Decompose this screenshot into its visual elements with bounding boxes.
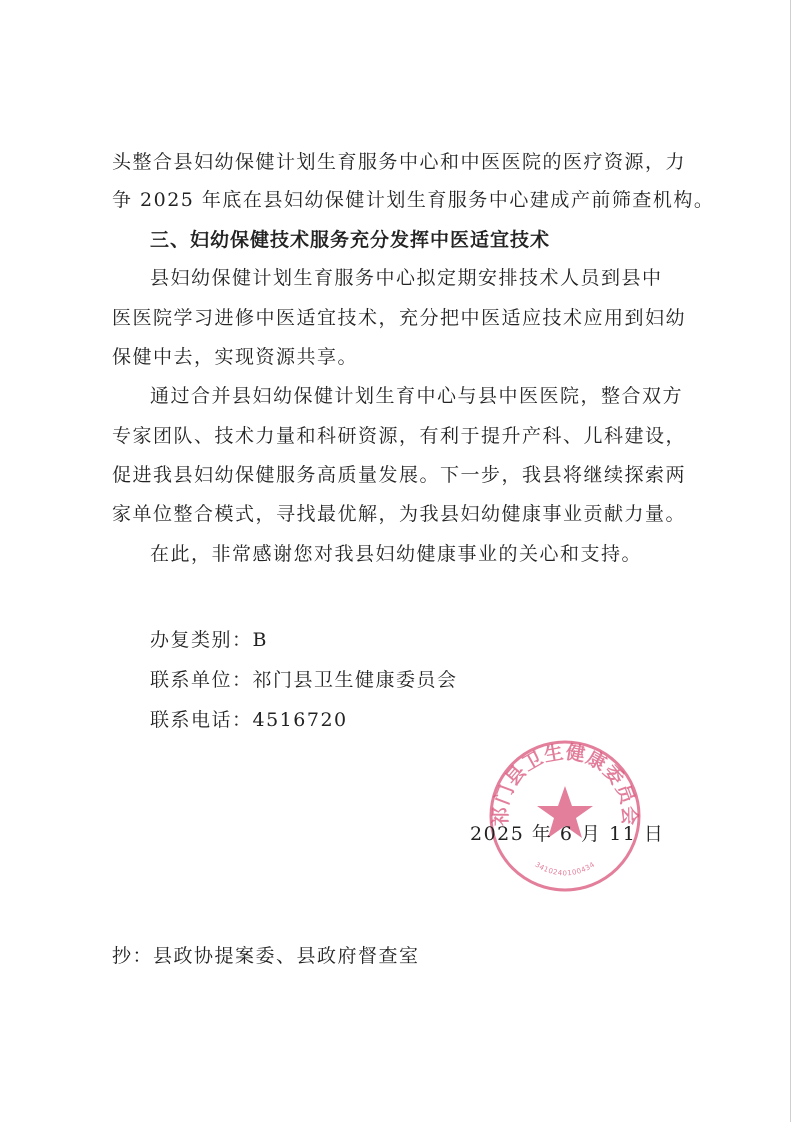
paragraph-line: 家单位整合模式，寻找最优解，为我县妇幼健康事业贡献力量。 — [112, 503, 687, 525]
contact-unit-line: 联系单位：祁门县卫生健康委员会 — [150, 669, 458, 691]
contact-phone-line: 联系电话：4516720 — [150, 709, 348, 731]
paragraph-line: 在此，非常感谢您对我县妇幼健康事业的关心和支持。 — [150, 543, 643, 565]
paragraph-line: 县妇幼保健计划生育服务中心拟定期安排技术人员到县中 — [150, 267, 663, 289]
page-edge-divider — [790, 0, 791, 1122]
paragraph-line: 争 2025 年底在县妇幼保健计划生育服务中心建成产前筛查机构。 — [112, 189, 715, 211]
svg-text:3410240100434: 3410240100434 — [533, 860, 597, 878]
paragraph-line: 促进我县妇幼保健服务高质量发展。下一步，我县将继续探索两 — [112, 464, 687, 486]
official-seal-stamp — [485, 736, 645, 896]
paragraph-line: 医医院学习进修中医适宜技术，充分把中医适应技术应用到妇幼 — [112, 307, 687, 329]
paragraph-line: 头整合县妇幼保健计划生育服务中心和中医医院的医疗资源，力 — [112, 151, 687, 173]
cc-line: 抄：县政协提案委、县政府督查室 — [112, 945, 420, 967]
paragraph-line: 通过合并县妇幼保健计划生育中心与县中医医院，整合双方 — [150, 385, 684, 407]
paragraph-line: 专家团队、技术力量和科研资源，有利于提升产科、儿科建设， — [112, 425, 687, 447]
document-date: 2025 年 6 月 11 日 — [470, 823, 665, 845]
category-line: 办复类别：B — [150, 629, 268, 651]
paragraph-line: 保健中去，实现资源共享。 — [112, 346, 359, 368]
svg-text:祁门县卫生健康委员会: 祁门县卫生健康委员会 — [489, 741, 641, 827]
section-heading: 三、妇幼保健技术服务充分发挥中医适宜技术 — [150, 229, 551, 251]
